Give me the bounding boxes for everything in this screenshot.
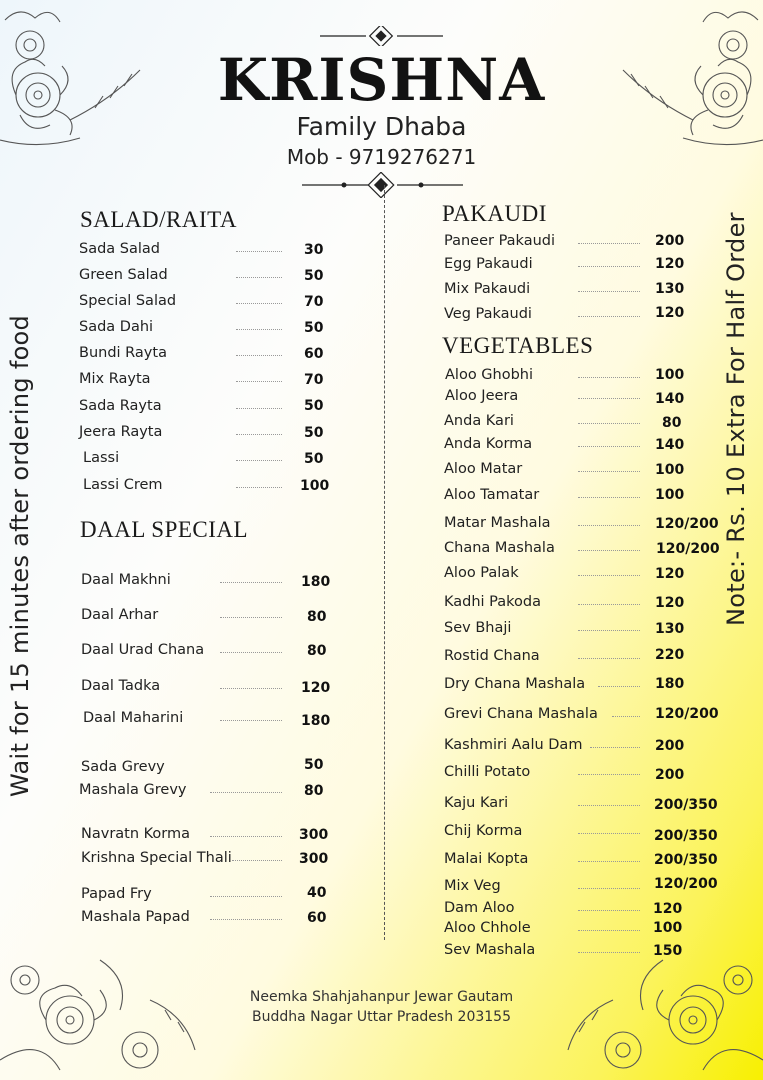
leader-dots [578,550,640,551]
ornament-top [318,26,445,46]
menu-item-price: 40 [307,885,327,901]
leader-dots [578,930,640,931]
wait-time-note: Wait for 15 minutes after ordering food [6,314,34,797]
leader-dots [578,604,640,605]
ornament-divider [300,172,465,198]
menu-item-name: Krishna Special Thali [81,850,232,866]
menu-item-price: 70 [304,372,324,388]
mobile-number: Mob - 9719276271 [286,145,477,169]
leader-dots [236,434,282,435]
leader-dots [236,303,282,304]
menu-item-name: Matar Mashala [444,515,551,531]
menu-item-price: 50 [304,451,324,467]
menu-item-name: Lassi Crem [83,477,163,493]
leader-dots [210,836,282,837]
leader-dots [578,805,640,806]
menu-item-price: 180 [301,713,331,729]
leader-dots [220,617,282,618]
menu-item-name: Lassi [83,450,120,466]
menu-item-price: 120 [655,256,685,272]
leader-dots [578,833,640,834]
leader-dots [236,487,282,488]
menu-item-name: Daal Makhni [81,572,171,588]
menu-item-name: Chana Mashala [444,540,555,556]
menu-item-price: 50 [304,268,324,284]
menu-item-name: Daal Urad Chana [81,642,205,658]
menu-item-name: Aloo Matar [444,461,523,477]
menu-item-name: Bundi Rayta [79,345,167,361]
menu-item-name: Daal Arhar [81,607,159,623]
leader-dots [578,952,640,953]
menu-item-price: 120/200 [654,876,718,892]
menu-item-name: Papad Fry [81,886,152,902]
leader-dots [612,716,640,717]
menu-item-price: 70 [304,294,324,310]
menu-item-price: 180 [301,574,331,590]
menu-item-price: 200 [655,767,685,783]
leader-dots [598,686,640,687]
menu-item-price: 150 [653,943,683,959]
leader-dots [578,861,640,862]
menu-item-price: 300 [299,827,329,843]
leader-dots [578,497,640,498]
menu-item-price: 300 [299,851,329,867]
menu-item-name: Special Salad [79,293,177,309]
menu-item-name: Grevi Chana Mashala [444,706,598,722]
leader-dots [578,398,640,399]
leader-dots [578,471,640,472]
menu-item-price: 140 [655,437,685,453]
menu-item-name: Sada Salad [79,241,160,257]
leader-dots [590,747,640,748]
column-divider [384,185,385,940]
leader-dots [578,423,640,424]
menu-item-name: Green Salad [79,267,168,283]
menu-item-name: Aloo Palak [444,565,519,581]
menu-item-price: 120/200 [655,516,719,532]
menu-item-price: 130 [655,281,685,297]
menu-item-name: Jeera Rayta [79,424,163,440]
menu-item-price: 130 [655,621,685,637]
leader-dots [236,460,282,461]
section-title-pakaudi: PAKAUDI [442,201,547,226]
menu-item-name: Mix Rayta [79,371,151,387]
menu-item-price: 120 [655,566,685,582]
menu-item-name: Mashala Papad [81,909,190,925]
leader-dots [578,243,640,244]
menu-item-price: 120 [301,680,331,696]
leader-dots [236,329,282,330]
leader-dots [578,658,640,659]
menu-item-name: Mashala Grevy [79,782,187,798]
menu-item-name: Sada Rayta [79,398,162,414]
menu-item-name: Sev Bhaji [444,620,512,636]
menu-item-name: Anda Korma [444,436,533,452]
leader-dots [236,277,282,278]
menu-item-name: Navratn Korma [81,826,191,842]
menu-item-name: Chilli Potato [444,764,531,780]
menu-item-name: Kadhi Pakoda [444,594,541,610]
leader-dots [236,408,282,409]
menu-item-price: 140 [655,391,685,407]
menu-item-name: Kashmiri Aalu Dam [444,737,583,753]
half-order-note: Note:- Rs. 10 Extra For Half Order [722,212,750,626]
leader-dots [578,774,640,775]
menu-item-price: 200 [655,233,685,249]
menu-item-price: 100 [655,462,685,478]
menu-item-price: 100 [653,920,683,936]
menu-item-name: Sada Grevy [81,759,165,775]
menu-item-price: 30 [304,242,324,258]
leader-dots [578,630,640,631]
menu-item-name: Aloo Tamatar [444,487,540,503]
menu-item-name: Chij Korma [444,823,523,839]
menu-item-name: Daal Tadka [81,678,161,694]
menu-item-name: Aloo Ghobhi [445,367,534,383]
leader-dots [578,291,640,292]
leader-dots [210,792,282,793]
menu-item-price: 120 [653,901,683,917]
menu-item-price: 200/350 [654,852,718,868]
menu-item-price: 100 [655,367,685,383]
leader-dots [210,919,282,920]
leader-dots [236,355,282,356]
menu-item-name: Anda Kari [444,413,514,429]
menu-item-name: Sev Mashala [444,942,536,958]
menu-item-name: Aloo Jeera [445,388,519,404]
menu-item-name: Daal Maharini [83,710,184,726]
menu-item-price: 200/350 [654,797,718,813]
menu-item-price: 200 [655,738,685,754]
menu-item-name: Kaju Kari [444,795,509,811]
leader-dots [236,251,282,252]
leader-dots [220,688,282,689]
menu-item-price: 120 [655,305,685,321]
menu-item-price: 60 [307,910,327,926]
menu-item-price: 80 [307,609,327,625]
menu-item-price: 80 [304,783,324,799]
section-title-daal-special: DAAL SPECIAL [80,517,249,542]
restaurant-name: KRISHNA [217,46,546,114]
leader-dots [236,381,282,382]
menu-item-name: Sada Dahi [79,319,154,335]
leader-dots [578,575,640,576]
menu-item-price: 50 [304,425,324,441]
leader-dots [578,446,640,447]
address-line-2: Buddha Nagar Uttar Pradesh 203155 [252,1009,511,1025]
menu-item-price: 100 [300,478,330,494]
leader-dots [578,377,640,378]
leader-dots [220,720,282,721]
menu-item-price: 50 [304,320,324,336]
menu-item-price: 120 [655,595,685,611]
menu-item-name: Dam Aloo [444,900,515,916]
menu-item-name: Dry Chana Mashala [444,676,586,692]
section-title-salad-raita: SALAD/RAITA [80,207,237,232]
menu-item-name: Aloo Chhole [444,920,531,936]
menu-item-price: 120/200 [656,541,720,557]
menu-item-price: 50 [304,398,324,414]
menu-item-name: Mix Veg [444,878,501,894]
menu-item-price: 100 [655,487,685,503]
leader-dots [220,582,282,583]
leader-dots [220,652,282,653]
menu-item-name: Mix Pakaudi [444,281,531,297]
menu-item-name: Egg Pakaudi [444,256,533,272]
menu-item-price: 120/200 [655,706,719,722]
menu-item-price: 220 [655,647,685,663]
menu-item-price: 50 [304,757,324,773]
leader-dots [578,888,640,889]
leader-dots [578,266,640,267]
menu-item-name: Veg Pakaudi [444,306,532,322]
leader-dots [578,316,640,317]
menu-item-price: 180 [655,676,685,692]
address-line-1: Neemka Shahjahanpur Jewar Gautam [249,989,514,1005]
menu-item-name: Paneer Pakaudi [444,233,556,249]
menu-item-name: Malai Kopta [444,851,529,867]
menu-item-price: 200/350 [654,828,718,844]
leader-dots [232,860,282,861]
restaurant-subtitle: Family Dhaba [296,112,467,141]
menu-item-price: 60 [304,346,324,362]
menu-item-price: 80 [307,643,327,659]
leader-dots [578,525,640,526]
menu-item-name: Rostid Chana [444,648,540,664]
menu-item-price: 80 [662,415,682,431]
leader-dots [210,896,282,897]
section-title-vegetables: VEGETABLES [442,333,594,358]
leader-dots [578,910,640,911]
